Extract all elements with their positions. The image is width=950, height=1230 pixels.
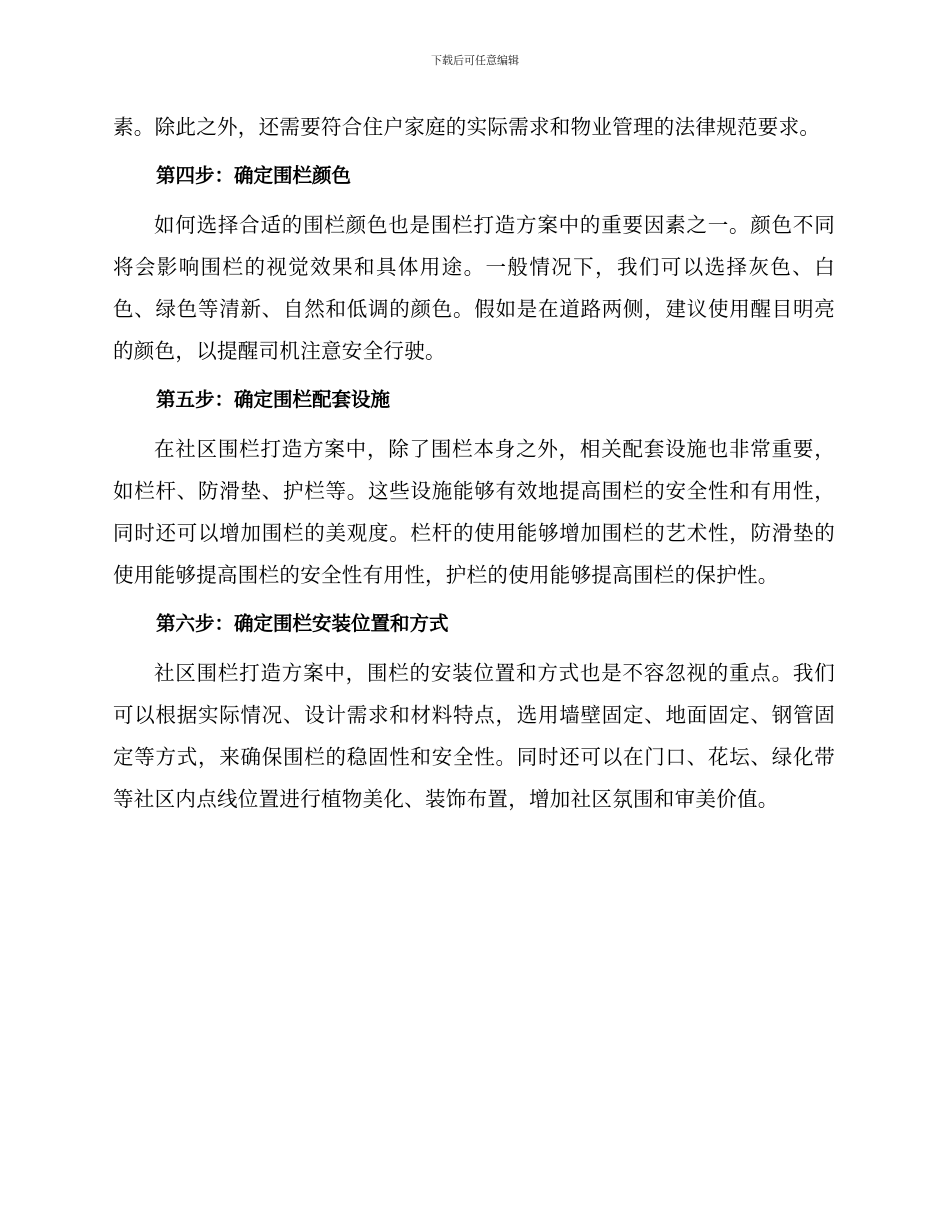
step5-heading: 第五步：确定围栏配套设施: [156, 388, 391, 411]
page-header: 下载后可任意编辑: [431, 54, 519, 67]
step4-heading: 第四步：确定围栏颜色: [156, 164, 352, 187]
step6-heading: 第六步：确定围栏安装位置和方式: [156, 612, 449, 635]
document-body: [113, 106, 835, 820]
intro-continued-paragraph: 素。除此之外，还需要符合住户家庭的实际需求和物业管理的法律规范要求。: [113, 115, 821, 139]
step4-paragraph: 如何选择合适的围栏颜色也是围栏打造方案中的重要因素之一。颜色不同将会影响围栏的视觉效果和具体用途。一般情况下，我们可以选择灰色、白色、绿色等清新、自然和低调的颜色。假如是在道路两侧，建议使用醒目明亮的颜色，以提醒司机注意安全行驶。: [113, 213, 835, 363]
step6-paragraph: 社区围栏打造方案中，围栏的安装位置和方式也是不容忽视的重点。我们可以根据实际情况、设计需求和材料特点，选用墙壁固定、地面固定、钢管固定等方式，来确保围栏的稳固性和安全性。同时还可以在门口、花坛、绿化带等社区内点线位置进行植物美化、装饰布置，增加社区氛围和审美价值。: [113, 661, 835, 811]
step5-paragraph: 在社区围栏打造方案中，除了围栏本身之外，相关配套设施也非常重要，如栏杆、防滑垫、护栏等。这些设施能够有效地提高围栏的安全性和有用性，同时还可以增加围栏的美观度。栏杆的使用能够增加围栏的艺术性，防滑垫的使用能够提高围栏的安全性有用性，护栏的使用能够提高围栏的保护性。: [113, 437, 835, 587]
